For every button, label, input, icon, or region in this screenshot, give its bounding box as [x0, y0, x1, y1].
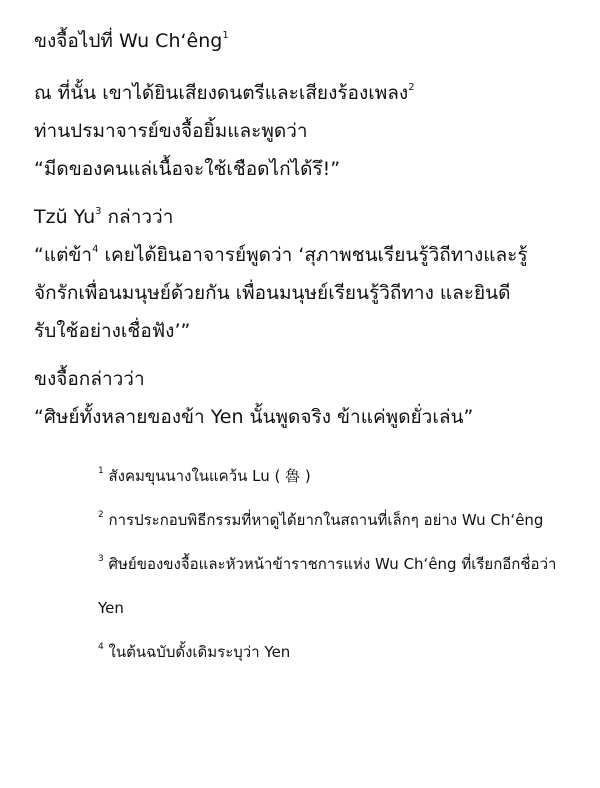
footnote	[98, 630, 584, 674]
verse-line: “ศิษย์ทั้งหลายของข้า Yen นั้นพูดจริง ข้าแค่พูดยั่วเล่น”	[34, 406, 474, 428]
section-heading	[34, 22, 584, 60]
verse-text: กล่าวว่า	[101, 206, 174, 228]
verse-line: รับใช้อย่างเชื่อฟัง’”	[34, 320, 191, 342]
stanza-conclusion	[34, 360, 584, 436]
footnote	[98, 542, 584, 630]
stanza-reply	[34, 198, 584, 350]
footnote-ref: 2	[408, 82, 415, 93]
footnote-number: 4	[98, 642, 104, 652]
footnote-ref: 1	[222, 30, 229, 41]
verse-line: ท่านปรมาจารย์ขงจื้อยิ้มและพูดว่า	[34, 120, 308, 142]
footnote-text: การประกอบพิธีกรรมที่หาดูได้ยากในสถานที่เล็กๆ อย่าง Wu Ch‘êng	[103, 511, 544, 529]
footnote-ref: 4	[92, 244, 99, 255]
footnotes	[34, 454, 584, 674]
footnote	[98, 454, 584, 498]
verse-line: จักรักเพื่อนมนุษย์ด้วยกัน เพื่อนมนุษย์เรียนรู้วิถีทาง และยินดี	[34, 282, 511, 304]
verse-line: “มีดของคนแล่เนื้อจะใช้เชือดไก่ได้รึ!”	[34, 158, 341, 180]
document-page	[34, 22, 584, 674]
verse-line	[34, 198, 584, 236]
footnote-number: 2	[98, 510, 104, 520]
speaker-name: Tzŭ Yu	[34, 206, 96, 228]
verse-line	[34, 74, 584, 112]
stanza-arrival	[34, 74, 584, 188]
footnote	[98, 498, 584, 542]
footnote-number: 1	[98, 466, 104, 476]
verse-text: “แต่ข้า	[34, 244, 93, 266]
footnote-text: ศิษย์ของขงจื้อและหัวหน้าข้าราชการแห่ง Wu Ch‘êng ที่เรียกอีกชื่อว่า Yen	[98, 555, 557, 617]
verse-text: ณ ที่นั้น เขาได้ยินเสียงดนตรีและเสียงร้องเพลง	[34, 82, 409, 104]
footnote-text: สังคมขุนนางในแคว้น Lu ( 魯 )	[103, 467, 311, 485]
verse-line: ขงจื้อกล่าวว่า	[34, 368, 145, 390]
heading-text: ขงจื้อไปที่ Wu Ch‘êng	[34, 30, 223, 52]
verse-text: เคยได้ยินอาจารย์พูดว่า ‘สุภาพชนเรียนรู้วิถีทางและรู้	[98, 244, 528, 266]
footnote-ref: 3	[95, 206, 102, 217]
footnote-number: 3	[98, 554, 104, 564]
verse-line	[34, 236, 584, 274]
footnote-text: ในต้นฉบับดั้งเดิมระบุว่า Yen	[103, 643, 291, 661]
